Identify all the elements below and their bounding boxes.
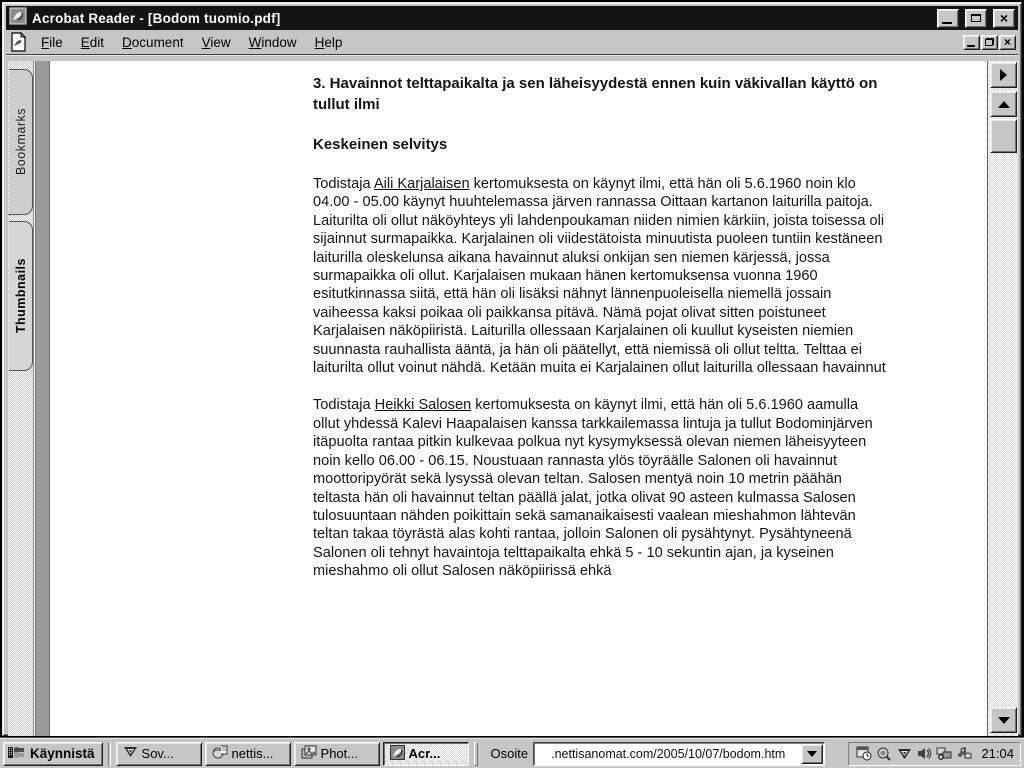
minimize-icon [942,22,952,24]
arrow-down-icon [998,717,1010,724]
download-tray-icon[interactable] [895,746,913,762]
tab-bookmarks[interactable]: Bookmarks [9,69,33,215]
pdf-page [51,61,995,736]
display-tray-icon[interactable] [875,746,893,762]
windows-logo-icon [8,745,26,763]
dropdown-arrow-icon [807,751,817,757]
child-minimize-button[interactable] [963,35,980,50]
menu-help[interactable]: Help [314,34,343,50]
menu-window[interactable]: Window [248,34,297,50]
task-button-sov[interactable]: Sov... [116,742,202,766]
taskbar-clock: 21:04 [981,746,1014,761]
browser-page-icon [212,745,228,763]
arrow-up-icon [998,101,1010,108]
minimize-button[interactable] [937,9,959,28]
acrobat-task-icon [390,745,405,763]
menu-document[interactable]: Document [122,34,184,50]
acrobat-app-icon [9,7,27,30]
address-dropdown-button[interactable] [801,744,823,764]
child-close-button[interactable] [999,35,1016,50]
address-band [491,742,826,766]
address-combobox [533,742,825,766]
taskbar [0,738,1024,768]
article-next-button[interactable] [990,62,1017,88]
scheduler-tray-icon[interactable] [855,746,873,762]
task-button-acr[interactable]: Acr... [383,742,469,766]
child-close-icon: × [1003,35,1011,49]
vertical-scrollbar[interactable] [987,61,1018,736]
section-subheading: Keskeinen selvitys [313,136,448,153]
modem-tray-icon[interactable] [955,746,973,762]
photo-app-icon [301,745,317,763]
task-button-nettis[interactable]: nettis... [205,742,291,766]
task-button-phot[interactable]: Phot... [294,742,380,766]
close-icon: × [999,10,1009,26]
menu-bar [6,30,1018,55]
scroll-up-button[interactable] [990,91,1017,117]
witness-name-salonen: Heikki Salosen [374,397,472,414]
witness-name-karjalainen: Aili Karjalaisen [373,176,470,192]
pane-splitter[interactable] [35,61,50,736]
scrollbar-thumb[interactable] [990,119,1017,153]
maximize-button[interactable] [965,9,987,28]
child-minimize-icon [967,45,975,47]
start-button[interactable]: Käynnistä [3,742,103,766]
close-button[interactable] [993,9,1015,28]
section-heading: 3. Havainnot telttapaikalta ja sen läheisyydestä ennen kuin väkivallan käyttö on tullut ilmi [313,75,878,113]
menu-view[interactable]: View [201,34,231,50]
address-input[interactable] [534,743,801,765]
network-tray-icon[interactable] [935,746,953,762]
pdf-document-icon[interactable] [8,32,28,52]
tab-thumbnails[interactable]: Thumbnails [9,221,33,371]
title-bar [6,6,1018,30]
child-restore-icon [985,38,994,46]
document-client-area [8,61,1018,736]
volume-tray-icon[interactable] [915,746,933,762]
taskbar-grip[interactable] [474,742,478,766]
address-label: Osoite [490,746,529,761]
maximize-icon [971,14,981,22]
arrow-right-icon [1000,69,1007,81]
system-tray [848,742,1021,766]
download-app-icon [123,745,138,762]
paragraph-karjalainen: Todistaja Aili Karjalaisen kertomuksesta on käynyt ilmi, että hän oli 5.6.1960 noin klo 04.00 - 05.00 käynyt huuhtelemassa järven rannassa Oittaan kartanon laiturilla paitoja. Laiturilta oli ollut näköyhteys yli lahdenpoukaman niiden nimien kärkiin, joista toisessa oli sijainnut surmapaikka. Karjalainen oli viidestätoista minuutista puoleen tuntiin kestäneen laiturilla oleskelunsa aikana havainnut aluksi onkijan sen niemen kärjessä, jossa surmapaikka oli ollut. Karjalaisen mukaan hänen kertomuksensa vuonna 1960 esitutkinnassa siitä, että hän oli lisäksi nähnyt lännenpuoleisella niemellä jossain vaiheessa kaksi poikaa oli paikkansa pitävä. Nämä pojat olivat sitten poistuneet Karjalaisen näköpiiristä. Laiturilla ollessaan Karjalainen oli kuullut kyseisten niemien suunnasta rauhallista ääntä, ja hän oli päätellyt, että niemissä oli ollut teltta. Telttaa ei laiturilta ollut voinut nähdä. Ketään muita ei Karjalainen ollut laiturilla ollessaan havainnut [313,176,886,377]
taskbar-divider [108,742,111,766]
menu-edit[interactable]: Edit [80,34,105,50]
child-restore-button[interactable] [981,35,998,50]
window-title: Acrobat Reader - [Bodom tuomio.pdf] [32,10,281,26]
pdf-text-block [313,73,888,600]
scroll-down-button[interactable] [990,707,1017,733]
menu-file[interactable]: File [41,34,63,50]
acrobat-reader-window [2,2,1022,736]
paragraph-salonen: Todistaja Heikki Salosen kertomuksesta on käynyt ilmi, että hän oli 5.6.1960 aamulla ollut yhdessä Kalevi Haapalaisen kanssa tarkkailemassa lintuja ja tullut Bodominjärven itäpuolta rantaa pitkin kulkevaa polkua nyt kysymyksessä olevan niemen läheisyyteen noin kello 06.00 - 06.15. Noustuaan rannasta ylös töyräälle Salonen oli havainnut moottoripyörät sekä lysyssä olevan teltan. Salosen mentyä noin 10 metrin päähän teltasta hän oli havainnut teltan päällä jalat, jotka olivat 90 asteen kulmassa Salosen tulosuuntaan nähden poikittain sekä samanaikaisesti vaalean mieshahmon lähtevän teltan takaa töyrästä alas kohti rantaa, jolloin Salonen oli pysähtynyt. Pysähtyneenä Salonen oli tehnyt havaintoja telttapaikalta ehkä 5 - 10 sekuntin ajan, ja kyseinen mieshahmo oli ollut Salosen näköpiirissä ehkä [313,397,873,580]
